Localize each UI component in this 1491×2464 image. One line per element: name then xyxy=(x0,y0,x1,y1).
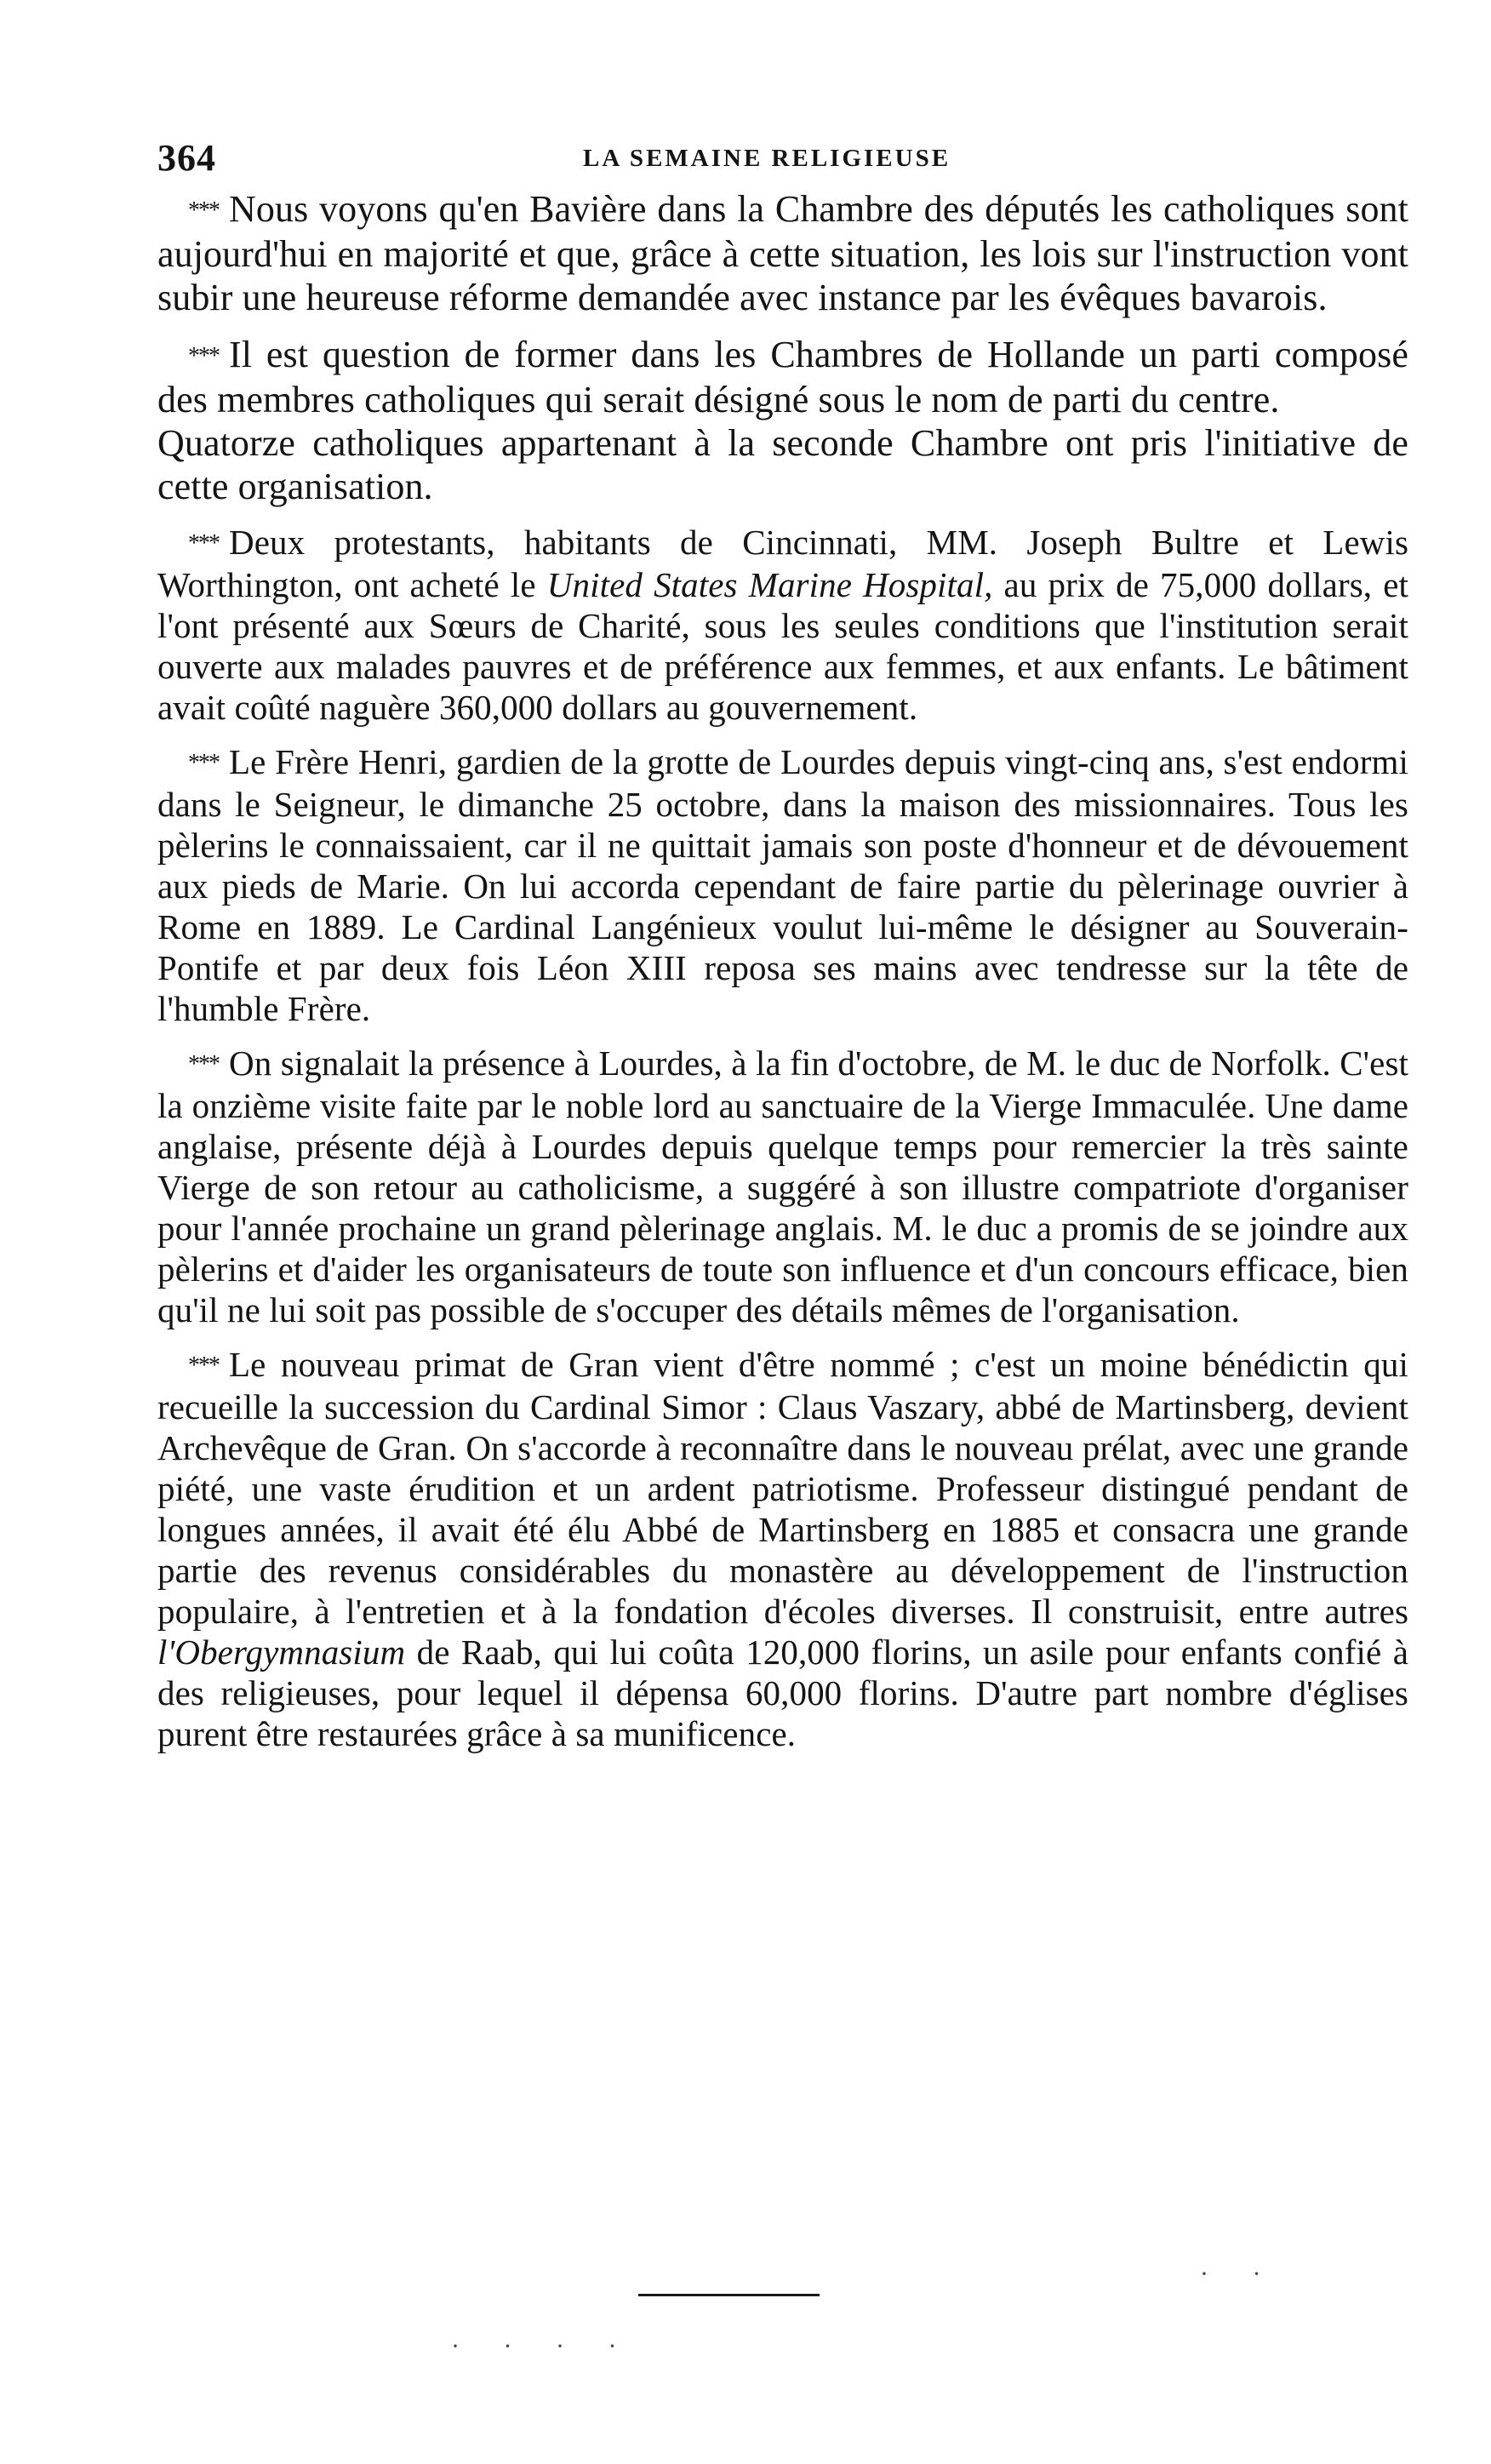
print-specks: · · · · xyxy=(451,2332,636,2360)
paragraph xyxy=(157,333,1408,421)
journal-title: LA SEMAINE RELIGIEUSE xyxy=(583,145,951,172)
article-text: Le Frère Henri, gardien de la grotte de Lourdes depuis vingt-cinq ans, s'est endormi dans le Seigneur, le dimanche 25 octobre, dans la maison des missionnaires. Tous les pèlerins le connaissaient, car il ne quittait jamais son poste d'honneur et de dévouement aux pieds de Marie. On lui accorda cependant de faire partie du pèlerinage ouvrier à Rome en 1889. Le Cardinal Langénieux voulut lui-même le désigner au Souverain-Pontife et par deux fois Léon XIII reposa ses mains avec tendresse sur la tête de l'humble Frère. xyxy=(157,742,1408,1028)
article-text: Deux protestants, habitants de Cincinnati, MM. Joseph Bultre et Lewis Worthington, ont acheté le xyxy=(157,523,1408,604)
closing-rule xyxy=(638,2294,820,2296)
article-primat-de-gran xyxy=(157,1344,1408,1754)
paragraph-continuation: Quatorze catholiques appartenant à la seconde Chambre ont pris l'initiative de cette organisation. xyxy=(157,422,1408,507)
article-text: Il est question de former dans les Chambres de Hollande un parti composé des membres catholiques qui serait désigné sous le nom de parti du centre. xyxy=(157,334,1408,420)
paragraph xyxy=(157,1344,1408,1754)
paragraph xyxy=(157,741,1408,1029)
running-head xyxy=(157,136,1408,187)
article-text: de Raab, qui lui coûta 120,000 florins, un asile pour enfants confié à des religieuses, pour lequel il dépensa 60,000 florins. D'autre part nombre d'églises purent être restaurées grâce à sa munificence. xyxy=(157,1632,1408,1753)
asterism-icon: *** xyxy=(188,1051,219,1078)
article-holland xyxy=(157,333,1408,508)
article-list xyxy=(157,187,1408,1754)
paragraph xyxy=(157,522,1408,728)
paragraph xyxy=(157,187,1408,319)
paragraph xyxy=(157,1043,1408,1330)
article-lourdes-frere-henri xyxy=(157,741,1408,1029)
asterism-icon: *** xyxy=(188,750,219,776)
article-cincinnati xyxy=(157,522,1408,728)
asterism-icon: *** xyxy=(188,530,219,557)
italic-title: United States Marine Hospital, xyxy=(546,565,993,604)
asterism-icon: *** xyxy=(188,197,219,224)
article-bavaria xyxy=(157,187,1408,319)
article-text: Le nouveau primat de Gran vient d'être nommé ; c'est un moine bénédictin qui recueille la succession du Cardinal Simor : Claus Vaszary, abbé de Martinsberg, devient Archevêque de Gran. On s'accorde à reconnaître dans le nouveau prélat, avec une grande piété, une vaste érudition et un ardent patriotisme. Professeur distingué pendant de longues années, il avait été élu Abbé de Martinsberg en 1885 et consacra une grande partie des revenus considérables du monastère au développement de l'instruction populaire, à l'entretien et à la fondation d'écoles diverses. Il construisit, entre autres xyxy=(157,1345,1408,1631)
article-text: au prix de 75,000 dollars, et l'ont présenté aux Sœurs de Charité, sous les seules conditions que l'institution serait ouverte aux malades pauvres et de préférence aux femmes, et aux enfants. Le bâtiment avait coûté naguère 360,000 dollars au gouvernement. xyxy=(157,565,1408,727)
italic-title: l'Obergymnasium xyxy=(157,1632,406,1672)
article-duc-de-norfolk xyxy=(157,1043,1408,1330)
article-text: Nous voyons qu'en Bavière dans la Chambre des députés les catholiques sont aujourd'hui en majorité et que, grâce à cette situation, les lois sur l'instruction vont subir une heureuse réforme demandée avec instance par les évêques bavarois. xyxy=(157,188,1408,318)
page xyxy=(157,136,1408,1768)
page-number: 364 xyxy=(157,137,216,179)
article-text: On signalait la présence à Lourdes, à la fin d'octobre, de M. le duc de Norfolk. C'est la onzième visite faite par le noble lord au sanctuaire de la Vierge Immaculée. Une dame anglaise, présente déjà à Lourdes depuis quelque temps pour remercier la très sainte Vierge de son retour au catholicisme, a suggéré à son illustre compatriote d'organiser pour l'année prochaine un grand pèlerinage anglais. M. le duc a promis de se joindre aux pèlerins et d'aider les organisateurs de toute son influence et d'un concours efficace, bien qu'il ne lui soit pas possible de s'occuper des détails mêmes de l'organisation. xyxy=(157,1043,1408,1329)
print-specks: · · xyxy=(1200,2260,1280,2288)
asterism-icon: *** xyxy=(188,1352,219,1379)
asterism-icon: *** xyxy=(188,343,219,369)
